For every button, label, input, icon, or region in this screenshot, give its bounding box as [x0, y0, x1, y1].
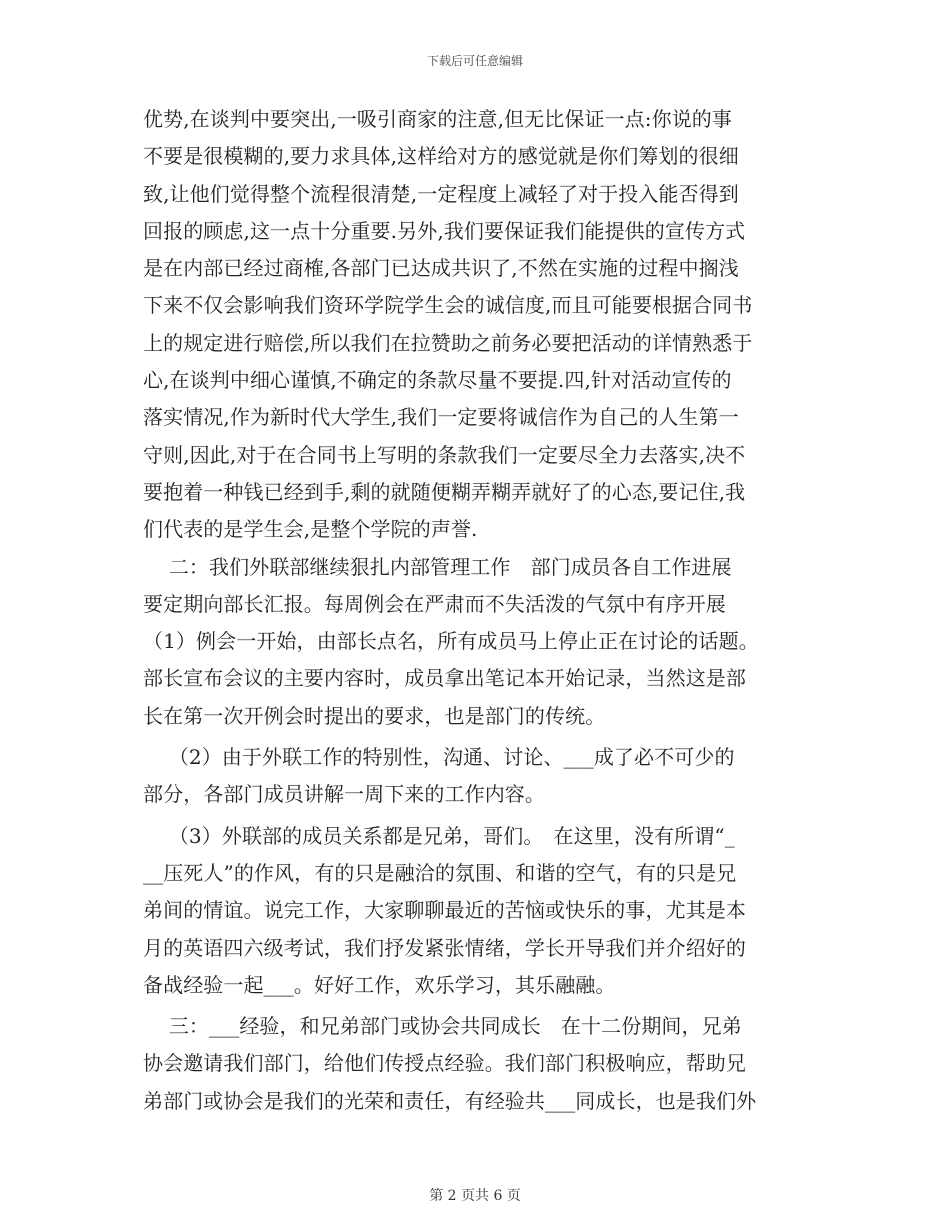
document-body: [143, 101, 813, 1120]
text-line: 部长宣布会议的主要内容时，成员拿出笔记本开始记录，当然这是部: [143, 666, 746, 691]
text-line: 长在第一次开例会时提出的要求，也是部门的传统。: [143, 703, 606, 728]
text-line: 下来不仅会影响我们资环学院学生会的诚信度,而且可能要根据合同书: [143, 293, 753, 318]
paragraph-4: [143, 818, 813, 1004]
text-line: 不要是很模糊的,要力求具体,这样给对方的感觉就是你们筹划的很细: [143, 144, 739, 169]
text-line: （3）外联部的成员关系都是兄弟，哥们。 在这里，没有所谓“_: [143, 823, 735, 848]
text-line: 们代表的是学生会,是整个学院的声誉.: [143, 517, 478, 542]
paragraph-3: [143, 739, 813, 814]
text-line: 部分，各部门成员讲解一周下来的工作内容。: [143, 782, 545, 807]
paragraph-5: [143, 1008, 813, 1120]
text-line: 优势,在谈判中要突出,一吸引商家的注意,但无比保证一点:你说的事: [143, 107, 733, 131]
page-footer: 第 2 页共 6 页: [429, 1188, 521, 1204]
text-line: 弟间的情谊。说完工作，大家聊聊最近的苦恼或快乐的事，尤其是本: [143, 898, 746, 923]
text-line: 致,让他们觉得整个流程很清楚,一定程度上减轻了对于投入能否得到: [143, 181, 739, 206]
text-line: 回报的顾虑,这一点十分重要.另外,我们要保证我们能提供的宣传方式: [143, 218, 746, 243]
page-header: 下载后可任意编辑: [426, 54, 523, 68]
text-line: 上的规定进行赔偿,所以我们在拉赞助之前务必要把活动的详情熟悉于: [143, 330, 753, 355]
text-line: 心,在谈判中细心谨慎,不确定的条款尽量不要提.四,针对活动宣传的: [143, 368, 732, 393]
text-line: 三：___经验，和兄弟部门或协会共同成长 在十二份期间，兄弟: [143, 1014, 742, 1039]
text-line: 是在内部已经过商榷,各部门已达成共识了,不然在实施的过程中搁浅: [143, 256, 739, 281]
text-line: 落实情况,作为新时代大学生,我们一定要将诚信作为自己的人生第一: [143, 405, 739, 430]
text-line: 守则,因此,对于在合同书上写明的条款我们一定要尽全力去落实,决不: [143, 442, 746, 467]
text-line: 备战经验一起___。好好工作，欢乐学习，其乐融融。: [143, 972, 616, 997]
paragraph-2: [143, 549, 813, 735]
paragraph-1: [143, 101, 813, 549]
text-line: 协会邀请我们部门，给他们传授点经验。我们部门积极响应，帮助兄: [143, 1051, 746, 1076]
text-line: （2）由于外联工作的特别性，沟通、讨论、___成了必不可少的: [143, 745, 735, 770]
text-line: 要定期向部长汇报。每周例会在严肃而不失活泼的气氛中有序开展: [143, 591, 726, 616]
text-line: 弟部门或协会是我们的光荣和责任，有经验共___同成长，也是我们外: [143, 1088, 757, 1113]
text-line: （1）例会一开始，由部长点名，所有成员马上停止正在讨论的话题。: [143, 629, 759, 654]
text-line: 要抱着一种钱已经到手,剩的就随便糊弄糊弄就好了的心态,要记住,我: [143, 479, 746, 504]
text-line: 月的英语四六级考试，我们抒发紧张情绪，学长开导我们并介绍好的: [143, 935, 746, 960]
text-line: __压死人”的作风，有的只是融洽的氛围、和谐的空气，有的只是兄: [143, 860, 737, 885]
text-line: 二：我们外联部继续狠扎内部管理工作 部门成员各自工作进展: [143, 554, 732, 579]
